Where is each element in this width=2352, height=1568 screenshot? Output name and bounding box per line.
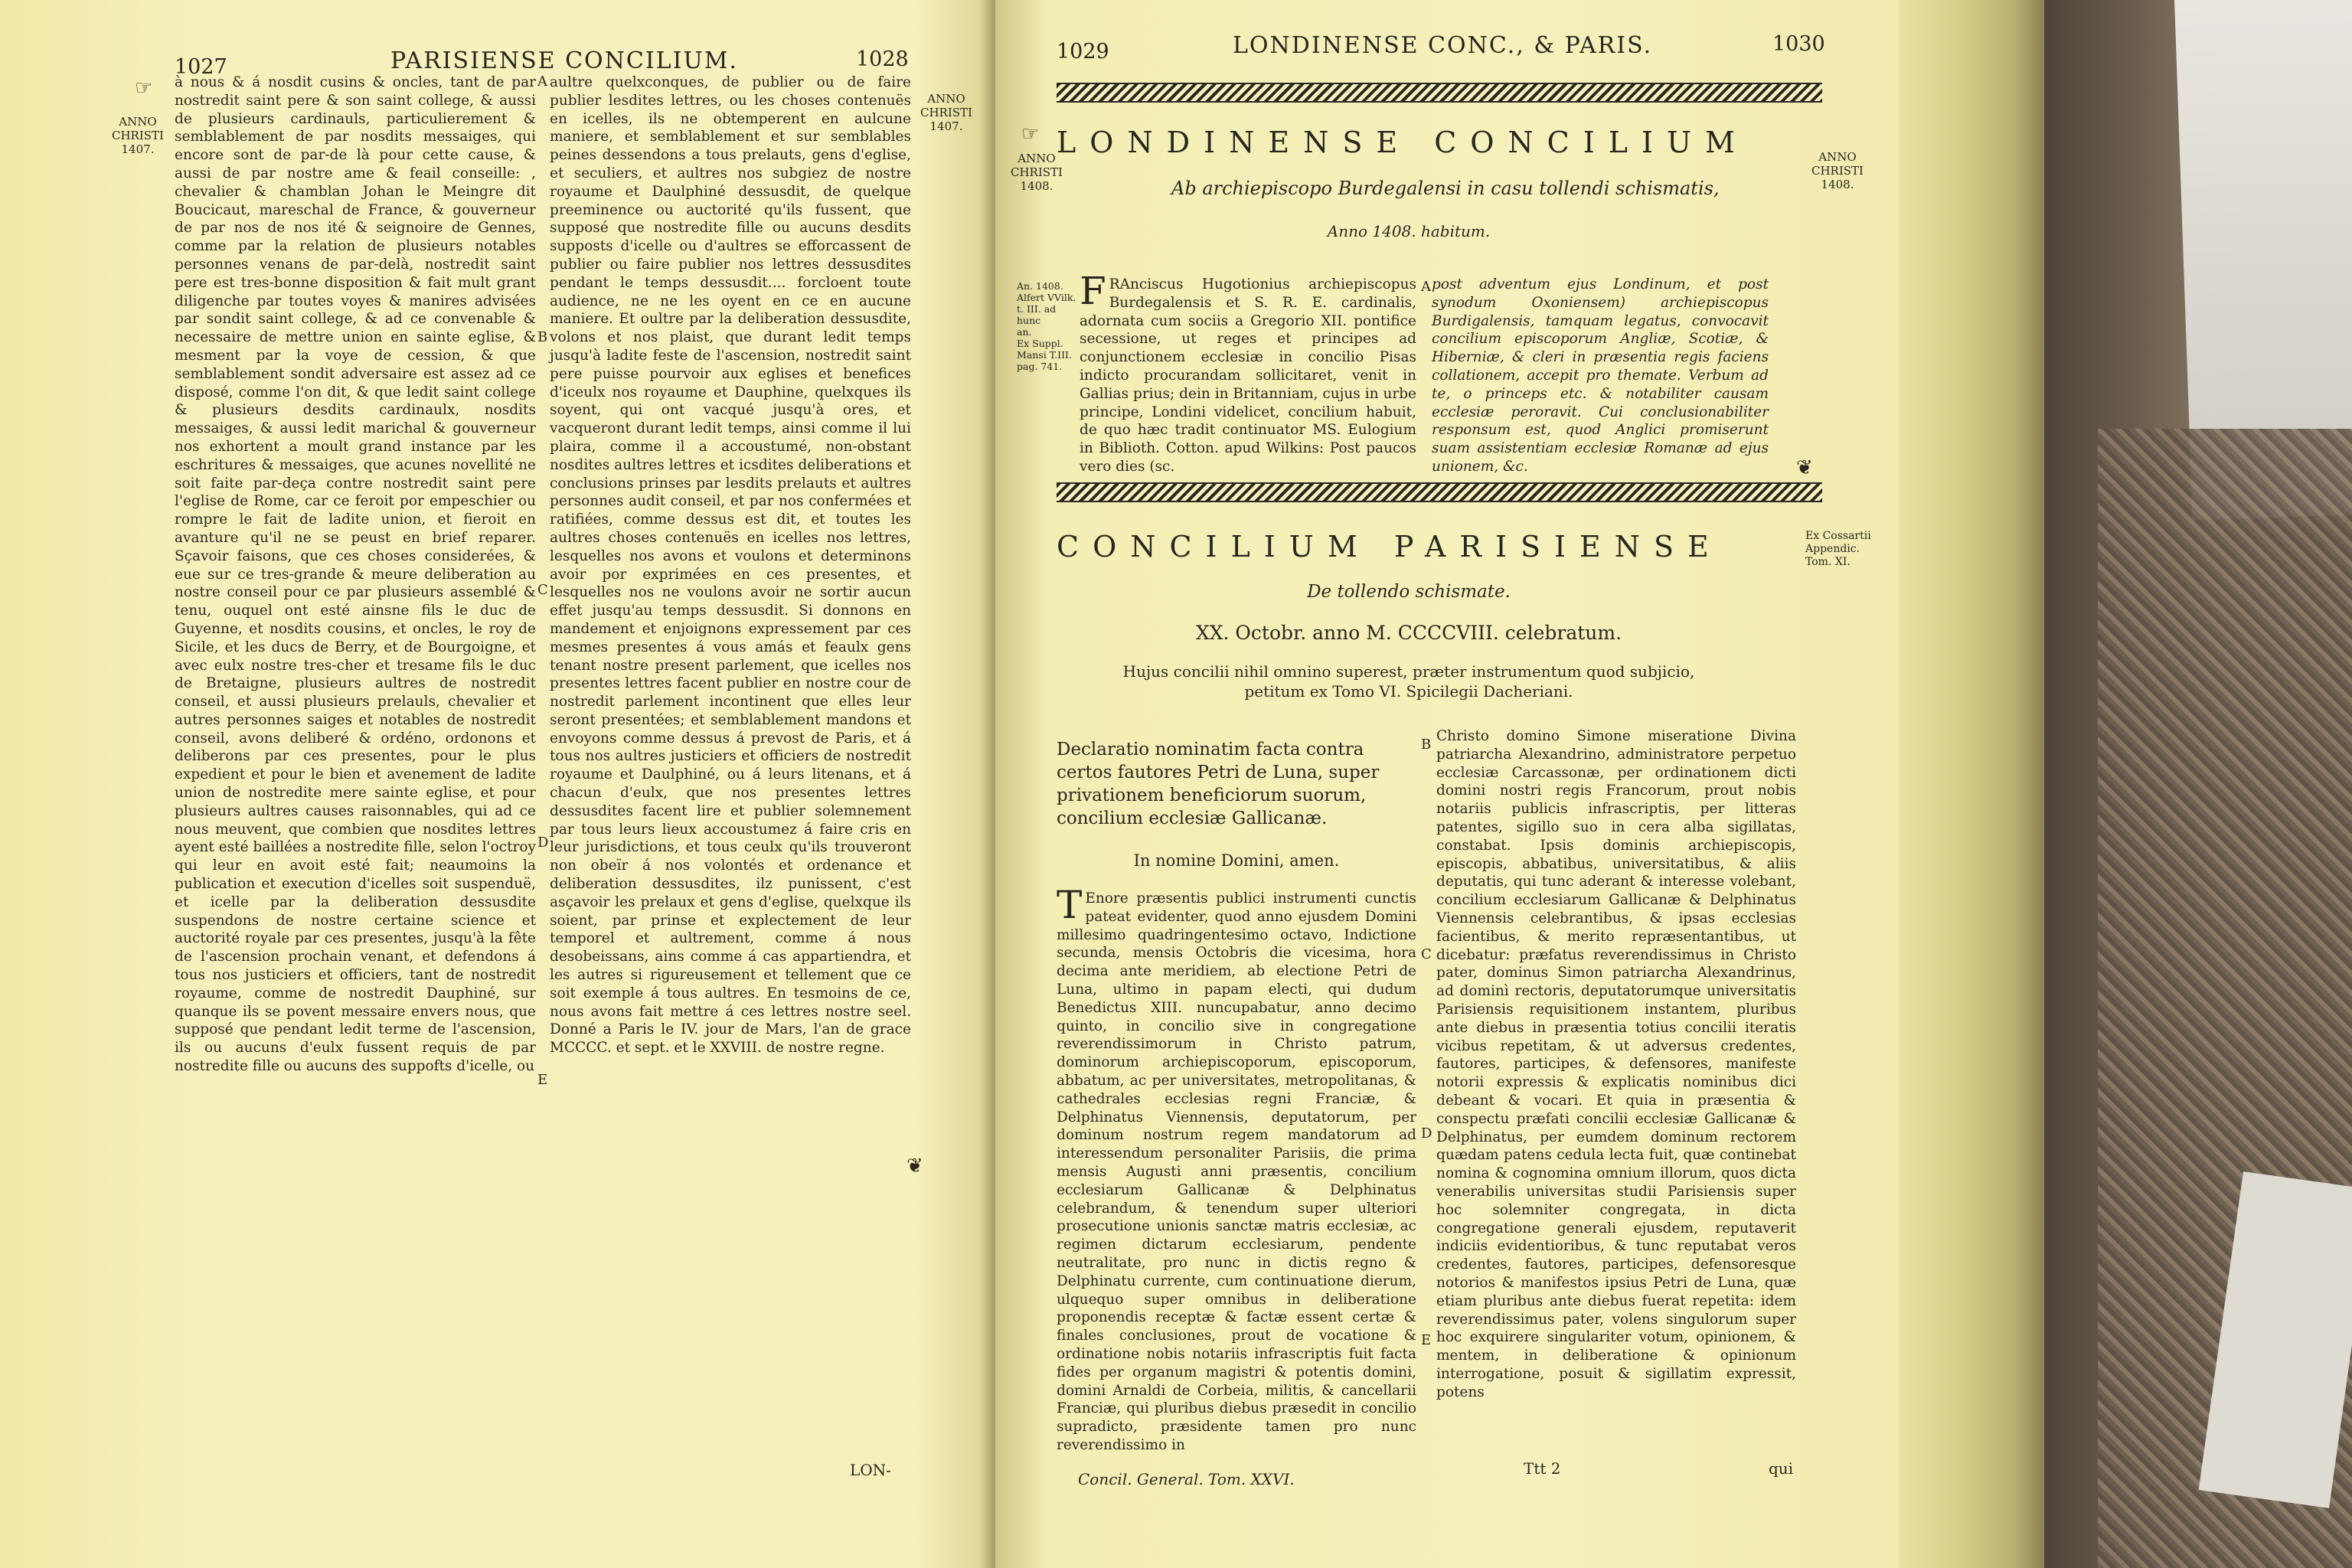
council-title-parisiense: CONCILIUM PARISIENSE: [1057, 530, 1723, 564]
fleuron-icon-right-top: ❦: [1796, 456, 1813, 479]
council-intro-text: Hujus concilii nihil omnino superest, præter instrumentum quod subjicio, petitum ex Tomo VI. Spicilegii Dacheriani.: [1122, 662, 1695, 701]
left-catchword: LON-: [850, 1461, 891, 1479]
letter-mark-b: B: [537, 329, 548, 345]
side-note-cossartii: Ex Cossartii Appendic. Tom. XI.: [1805, 530, 1871, 568]
in-nomine-domini: In nomine Domini, amen.: [1133, 851, 1340, 870]
left-page: [0, 0, 995, 1568]
ornament-band-top: [1057, 83, 1822, 103]
paris-text-column-1: [1057, 883, 1416, 1455]
london-col1-text: RAnciscus Hugotionius archiepiscopus Burdegalensis et S. R. E. cardinalis, adornata cum sociis a Gregorio XII. pontifice secessione, ut reges et principes ad conjunctionem ecclesiæ in concilio Pisas indicto procurandam sollicitaret, venit in Gallias prius; dein in Britanniam, cujus in urbe principe, Londini videlicet, concilium habuit, de quo hæc tradit continuator MS. Eulogium in Biblioth. Cotton. apud Wilkins: Post paucos vero dies (sc.: [1080, 276, 1416, 475]
council-subtitle-londinense: Ab archiepiscopo Burdegalensi in casu tollendi schismatis,: [1171, 178, 1720, 199]
footer-concil-general: Concil. General. Tom. XXVI.: [1078, 1470, 1295, 1488]
left-col2-text: aultre quelxconques, de publier ou de faire publier lesdites lettres, ou les choses contenuës en icelles, ils ne obtemperent en aulcune maniere, et semblablement et sur semblables peines dessendons a tous prelauts, gens d'eglise, et seculiers, et aultres nos subgiez de nostre royaume et Daulphiné dessusdit, de quelque preeminence ou auctorité qu'ils fussent, que supposé que nostredite fille ou aucuns desdits supposts d'icelle ou d'aultres se efforcassent de publier ou faire publier nos lettres dessusdites pendant le temps dessusdit.... forcloent toute audience, ne ne les oyent en ce en aucune maniere. Et oultre par la deliberation dessusdite, volons et nos plaist, que durant ledit temps jusqu'à ladite feste de l'ascension, nostredit saint pere puisse pourvoir aux eglises et benefices d'iceulx nos royaume et Dauphine, quelxques ils soyent, qui ont vacqué jusqu'à ores, et vacqueront durant ledit temps, ainsi comme il lui plaira, comme il a accoustumé, non-obstant nosdites aultres lettres et icsdites deliberations et conclusions prinses par lesdits prelauts et aultres personnes audit conseil, et par nos confermées et ratifiées, comme dessus est dit, et toutes les aultres choses contenuës en icelles nos lettres, lesquelles nos avons et voulons et determinons avoir por exprimées en ces presentes, et lesquelles nos ne voulons avoir ne sortir aucun effet jusqu'au temps dessusdit. Si donnons en mandement et enjoignons expressement par ces mesmes presentes á vous amás et feaulx gens tenant nostre present parlement, que icelles nos presentes lettres facent publier en nostre cour de nostredit parlement incontinent que elles leur seront presentées; et semblablement mandons et envoyons comme dessus á prevost de Paris, et á tous nos aultres justiciers et officiers de nostredit royaume et Daulphiné, ou á leurs litenans, et á chacun d'eulx, que nos presentes lettres dessusdites facent lire et publier solemnement par tous leurs lieux accoustumez á faire cris en leur jurisdictions, et tous ceulx qu'ils trouveront non obeïr á nos volontés et ordenance et deliberation dessusdites, ilz punissent, c'est asçavoir les prelaux et gens d'eglise, quelxque ils soient, par prinse et explectement de leur temporel et aultrement, comme á nous desobeissans, ains comme á cas appartiendra, et les autres si rigureusement et tellement que ce soit exemple á tous aultres. En tesmoins de ce, nous avons fait mettre á ces lettres nostre seel. Donné a Paris le IV. jour de Mars, l'an de grace MCCCC. et sept. et le XXVIII. de nostre regne.: [550, 74, 911, 1057]
council-date-parisiense: XX. Octobr. anno M. CCCCVIII. celebratum.: [1195, 622, 1622, 644]
letter-mark-c-r: C: [1421, 946, 1432, 962]
drop-cap-t: T: [1057, 883, 1083, 927]
council-date-londinense: Anno 1408. habitum.: [1327, 222, 1491, 240]
council-intro: [1118, 662, 1700, 701]
book-page-edges: [1899, 0, 2044, 1568]
left-page-header: PARISIENSE CONCILIUM.: [390, 47, 738, 74]
paris-col1-text: Enore præsentis publici instrumenti cunctis pateat evidenter, quod anno ejusdem Domini millesimo quadringentesimo octavo, Indictione secunda, mensis Octobris die vicesima, hora decima ante meridiem, ab electione Petri de Luna, ultimo in papam electi, qui dudum Benedictus XIII. nuncupabatur, anno decimo quinto, in concilio sive in congregatione reverendissimorum in Christo patrum, dominorum archiepiscoporum, episcoporum, abbatum, ac per universitates, metropolitanas, & cathedrales ecclesias regni Franciæ, & Delphinatus Viennensis, deputatorum, per dominum nostrum regem mandatorum ad interessendum personaliter Parisiis, die prima mensis Augusti anni præsentis, concilium ecclesiarum Gallicanæ & Delphinatus celebrandum, & tenendum super ulteriori prosecutione unionis sanctæ matris ecclesiæ, ac regimen dictarum ecclesiarum, pendente neutralitate, pro nunc in dictis regno & Delphinatu currente, cum continuatione dierum, ulquequo super omnibus in deliberatione proponendis receptæ & factæ essent certæ & finales conclusiones, prout de vocatione & ordinatione nobis notariis infrascriptis fuit facta fides per organum magistri & potentis domini, domini Arnaldi de Corbeia, militis, & cancellarii Franciæ, qui pluribus diebus præsedit in concilio supradicto, præsidente tamen pro nunc reverendissimo in: [1057, 890, 1416, 1453]
letter-mark-e-r: E: [1421, 1332, 1432, 1348]
margin-note-anno-right-r: ANNO CHRISTI 1408.: [1811, 150, 1864, 191]
page-number-1030: 1030: [1772, 32, 1825, 56]
letter-mark-b-r: B: [1421, 737, 1432, 753]
council-subtitle-parisiense: De tollendo schismate.: [1307, 582, 1511, 602]
letter-mark-e: E: [537, 1072, 548, 1088]
pointing-hand-icon: ☞: [135, 77, 153, 100]
letter-mark-a: A: [537, 74, 547, 90]
letter-mark-a-r: A: [1421, 279, 1431, 295]
london-col2-text: post adventum ejus Londinum, et post synodum Oxoniensem) archiepiscopus Burdigalensis, tamquam legatus, convocavit concilium episcoporum Angliæ, Scotiæ, & Hiberniæ, & cleri in præsentia regis faciens collationem, accepit pro themate. Verbum ad te, o princeps etc. & notabiliter causam ecclesiæ peroravit. Cui conclusionabiliter responsum est, quod Anglici promiserunt suam assistentiam ecclesiæ Romanæ ad ejus unionem, &c.: [1432, 276, 1769, 475]
left-text-column-1: [175, 74, 536, 1076]
margin-note-anno-right: ANNO CHRISTI 1407.: [920, 92, 972, 133]
signature-mark: Ttt 2: [1524, 1459, 1561, 1478]
pointing-hand-icon-right: ☞: [1021, 122, 1040, 145]
council-title-londinense: LONDINENSE CONCILIUM: [1057, 126, 1749, 159]
right-catchword: qui: [1769, 1459, 1794, 1478]
fleuron-icon: ❦: [906, 1155, 923, 1178]
declaratio-text: Declaratio nominatim facta contra certos fautores Petri de Luna, super privationem beneficiorum suorum, concilium ecclesiæ Gallicanæ.: [1057, 740, 1380, 828]
right-page-header: LONDINENSE CONC., & PARIS.: [1233, 32, 1653, 59]
drop-cap-f: F: [1080, 269, 1106, 313]
left-col1-text: à nous & á nosdit cusins & oncles, tant de par nostredit saint pere & son saint college, & aussi de plusieurs cardinauls, particulierement & semblablement de par nosdits messaiges, qui encore sont de par-de là pour cette cause, & aussi de par nostre ame & feail conseille: , chevalier & chamblan Johan le Meingre dit Boucicaut, mareschal de France, & gouverneur de par nos de nos ité & seignoire de Gennes, comme par la relation de plusieurs notables personnes venans de par-delà, nostredit saint pere est tres-bonne disposition & fait mult grant diligenche par toutes voyes & manires advisées par sondit saint college, & ad ce convenable & necessaire de mettre union en sainte eglise, & mesment par la voye de cession, & que semblablement sondit adversaire est assez ad ce disposé, comme l'on dit, & que ledit saint college & plusieurs desdits cardinaulx, nosdits messaiges, & aussi ledit marichal & gouverneur nos exhortent a moult grand instance par les eschritures & messaiges, que acunes novellité ne soit faite par-deça contre nostredit saint pere l'eglise de Rome, car ce feroit por empeschier ou rompre le fait de ladite union, et fieroit en avanture qu'il ne se peust en brief reparer. Sçavoir faisons, que ces choses considerées, & eue sur ce tres-grande & meure deliberation au nostre conseil pour ce par plusieurs assemblé & tenu, ouquel ont esté ainsne fils le duc de Guyenne, et nosdits cousins, et oncles, le roy de Sicile, et les ducs de Berry, et de Bourgoigne, et avec eulx nostre tres-cher et tresame fils le duc de Bretaigne, plusieurs aultres de nostredit conseil, et aussi plusieurs prelauls, chevalier et autres personnes saiges et notables de nostredit conseil, avons deliberé & ordéno, ordonons et deliberons par ces presentes, pour le plus expedient et pour le bien et avenement de ladite union de nostredite mere sainte eglise, et pour plusieurs aultres causes raisonnables, qui ad ce nous meuvent, que combien que nosdites lettres ayent esté baillées a nostredite fille, selon l'octroy qui leur en avoit esté fait; neaumoins la publication et execution d'icelles soit suspenduë, et icelle par la deliberation dessusdite suspendons de nostre certaine science et auctorité royale par ces presentes, jusqu'à la fête de l'ascension prochain venant, et defendons á tous nos justiciers et officiers, tant de nostredit royaume, comme de nostredit Dauphiné, sur quanque ils se povent messaire envers nous, que supposé que pendant ledit terme de l'ascension, ils ou aucuns d'eulx fussent requis de par nostredite fille ou aucuns des suppofts d'icelle, ou: [175, 74, 536, 1075]
london-text-column-2: [1432, 276, 1769, 476]
declaratio-heading: [1057, 738, 1416, 830]
left-text-column-2: [550, 74, 911, 1057]
page-number-1029: 1029: [1057, 40, 1109, 64]
letter-mark-d-r: D: [1421, 1125, 1432, 1142]
paris-col2-text: Christo domino Simone miseratione Divina patriarcha Alexandrino, administratore perpetuo ecclesiæ Carcassonæ, per ordinationem dicti domini nostri regis Francorum, prout nobis notariis publicis infrascriptis, per litteras patentes, sigillo suo in cera alba sigillatas, constabat. Ipsis dominis archiepiscopis, episcopis, abbatibus, universitatibus, & aliis deputatis, qui tunc aderant & interesse volebant, concilium ecclesiarum Gallicanæ & Delphinatus Viennensis celebrantibus, & ipsas ecclesias facientibus, & merito repræsentantibus, ut dicebatur: præfatus reverendissimus in Christo pater, dominus Simon patriarcha Alexandrinus, ad dominì rectoris, deputatorumque universitatis Parisiensis requisitionem instantem, pluribus ante diebus in præsentia totius concilii iteratis vicibus repetitam, & ut adversus credentes, fautores, participes, & defensores, manifeste notorii expressis & explicatis nominibus dici debeant & vocari. Et quia in præsentia & conspectu præfati concilii ecclesiæ Gallicanæ & Delphinatus, per eumdem dominum rectorem quædam patens cedula lecta fuit, quæ continebat nomina & cognomina omnium illorum, quos dicta venerabilis universitas studii Parisiensis super hoc solemniter congregata, in dicta congregatione generali ejusdem, reputaverit indiciis evidentioribus, & tunc reputabat veros credentes, fautores, participes, defensoresque notorios & manifestos ipsius Petri de Luna, quæ etiam pluribus ante diebus fuerat repetita: idem reverendissimus pater, volens singulorum super hoc exquirere singulariter votum, opinionem, & mentem, in deliberatione & opinionum interrogatione, posuit & sigillatim expressit, potens: [1436, 728, 1796, 1400]
margin-note-anno-left-r: ANNO CHRISTI 1408.: [1011, 152, 1063, 193]
page-number-1028: 1028: [856, 47, 909, 71]
london-text-column-1: [1080, 269, 1416, 476]
ornament-band-middle: [1057, 482, 1822, 502]
paris-text-column-2: [1436, 727, 1796, 1401]
side-note-references: An. 1408. Alfert VVilk. t. III. ad hunc an. Ex Suppl. Mansi T.III. pag. 741.: [1017, 280, 1076, 372]
page-number-1027: 1027: [175, 55, 227, 79]
letter-mark-c: C: [537, 582, 548, 598]
margin-note-anno-left: ANNO CHRISTI 1407.: [112, 115, 164, 156]
right-page: [995, 0, 1899, 1568]
letter-mark-d: D: [537, 835, 549, 851]
